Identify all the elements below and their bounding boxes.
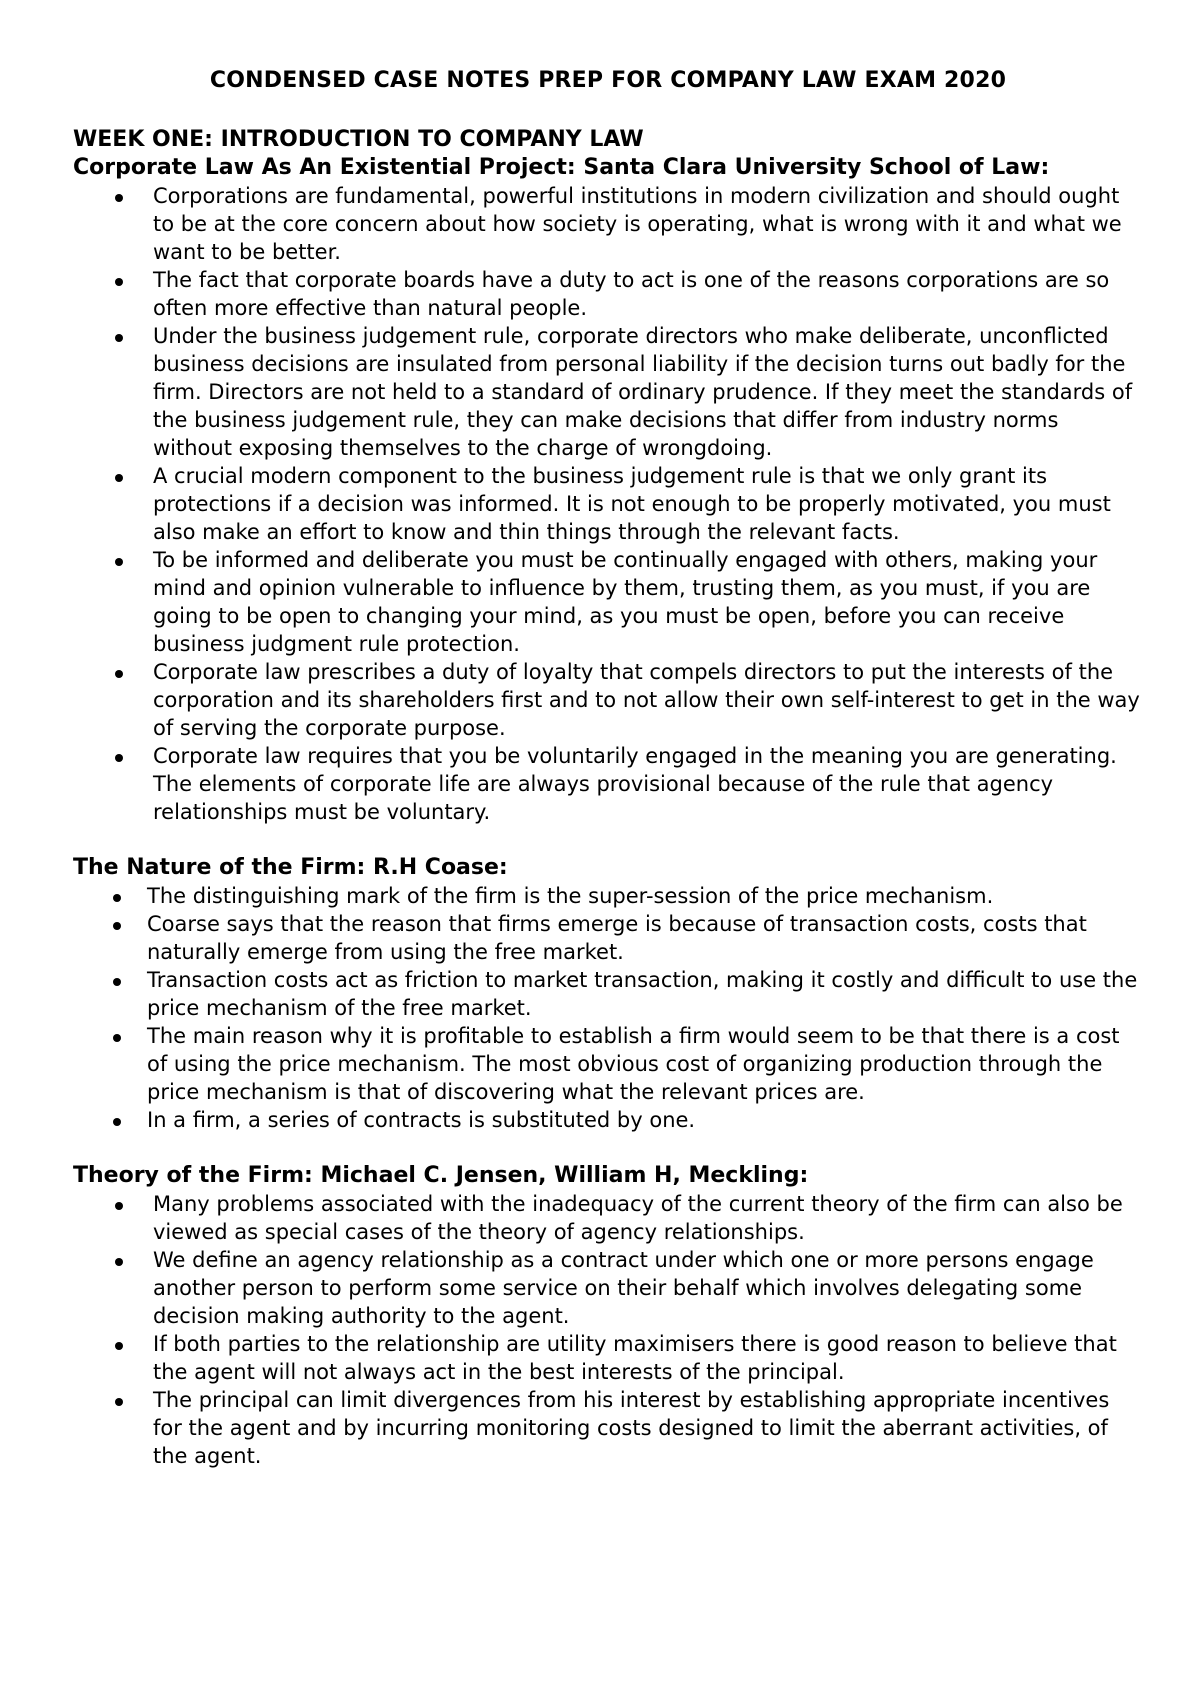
bullet-item	[73, 322, 1143, 462]
bullet-text: The principal can limit divergences from his interest by establishing appropriate incentives for the agent and by incurring monitoring costs designed to limit the aberrant activities, of the agent.	[153, 1388, 1110, 1468]
section-heading: Theory of the Firm: Michael C. Jensen, William H, Meckling:	[73, 1163, 809, 1188]
bullet-icon	[115, 334, 123, 342]
bullet-item	[73, 658, 1143, 742]
bullet-icon	[115, 754, 123, 762]
bullet-text: Corporations are fundamental, powerful institutions in modern civilization and should ought to be at the core concern about how society is operating, what is wrong with it and what we want to be better.	[153, 184, 1122, 264]
bullet-text: Corporate law requires that you be voluntarily engaged in the meaning you are generating. The elements of corporate life are always provisional because of the rule that agency relationships must be voluntary.	[153, 744, 1117, 824]
bullet-item	[73, 546, 1143, 658]
bullet-text: Under the business judgement rule, corporate directors who make deliberate, unconflicted business decisions are insulated from personal liability if the decision turns out badly for the firm. Directors are not held to a standard of ordinary prudence. If they meet the standards of the business judgement rule, they can make decisions that differ from industry norms without exposing themselves to the charge of wrongdoing.	[153, 324, 1133, 460]
bullet-icon	[115, 194, 123, 202]
section-corporate-law-existential-project	[73, 154, 1143, 826]
bullet-icon	[115, 474, 123, 482]
bullet-icon	[115, 558, 123, 566]
bullet-icon	[113, 1034, 121, 1042]
bullet-icon	[113, 978, 121, 986]
bullet-text: Corporate law prescribes a duty of loyalty that compels directors to put the interests of the corporation and its shareholders first and to not allow their own self-interest to get in the way of serving the corporate purpose.	[153, 660, 1140, 740]
bullet-list	[73, 882, 1143, 1134]
bullet-text: Coarse says that the reason that firms emerge is because of transaction costs, costs that naturally emerge from using the free market.	[147, 912, 1087, 964]
document-title: CONDENSED CASE NOTES PREP FOR COMPANY LAW EXAM 2020	[209, 68, 1007, 93]
bullet-text: If both parties to the relationship are utility maximisers there is good reason to believe that the agent will not always act in the best interests of the principal.	[153, 1332, 1117, 1384]
bullet-item	[73, 1022, 1143, 1106]
bullet-item	[73, 882, 1143, 910]
bullet-item	[73, 742, 1143, 826]
section-heading: Corporate Law As An Existential Project: Santa Clara University School of Law:	[73, 155, 1050, 180]
bullet-list	[73, 182, 1143, 826]
bullet-text: To be informed and deliberate you must be continually engaged with others, making your mind and opinion vulnerable to influence by them, trusting them, as you must, if you are going to be open to changing your mind, as you must be open, before you can receive business judgment rule protection.	[153, 548, 1098, 656]
bullet-item	[73, 966, 1143, 1022]
bullet-item	[73, 910, 1143, 966]
bullet-text: In a firm, a series of contracts is substituted by one.	[147, 1108, 696, 1132]
section-theory-of-the-firm	[73, 1162, 1143, 1470]
week-heading: WEEK ONE: INTRODUCTION TO COMPANY LAW	[73, 127, 644, 152]
bullet-text: The main reason why it is profitable to establish a firm would seem to be that there is a cost of using the price mechanism. The most obvious cost of organizing production through the price mechanism is that of discovering what the relevant prices are.	[147, 1024, 1120, 1104]
bullet-item	[73, 1106, 1143, 1134]
bullet-item	[73, 266, 1143, 322]
document-page	[73, 66, 1143, 1498]
bullet-text: We define an agency relationship as a contract under which one or more persons engage another person to perform some service on their behalf which involves delegating some decision making authority to the agent.	[153, 1248, 1094, 1328]
bullet-text: Many problems associated with the inadequacy of the current theory of the firm can also be viewed as special cases of the theory of agency relationships.	[153, 1192, 1123, 1244]
bullet-icon	[115, 1258, 123, 1266]
bullet-item	[73, 1386, 1143, 1470]
bullet-icon	[113, 1118, 121, 1126]
bullet-text: The fact that corporate boards have a duty to act is one of the reasons corporations are so often more effective than natural people.	[153, 268, 1110, 320]
bullet-text: The distinguishing mark of the firm is the super-session of the price mechanism.	[147, 884, 994, 908]
bullet-icon	[115, 1202, 123, 1210]
bullet-item	[73, 1246, 1143, 1330]
bullet-text: A crucial modern component to the business judgement rule is that we only grant its protections if a decision was informed. It is not enough to be properly motivated, you must also make an effort to know and thin things through the relevant facts.	[153, 464, 1111, 544]
bullet-item	[73, 182, 1143, 266]
bullet-item	[73, 1190, 1143, 1246]
bullet-item	[73, 462, 1143, 546]
bullet-icon	[113, 894, 121, 902]
section-heading: The Nature of the Firm: R.H Coase:	[73, 855, 508, 880]
bullet-item	[73, 1330, 1143, 1386]
bullet-text: Transaction costs act as friction to market transaction, making it costly and difficult to use the price mechanism of the free market.	[147, 968, 1138, 1020]
bullet-icon	[113, 922, 121, 930]
bullet-icon	[115, 1398, 123, 1406]
bullet-list	[73, 1190, 1143, 1470]
section-nature-of-the-firm	[73, 854, 1143, 1134]
bullet-icon	[115, 1342, 123, 1350]
bullet-icon	[115, 670, 123, 678]
bullet-icon	[115, 278, 123, 286]
